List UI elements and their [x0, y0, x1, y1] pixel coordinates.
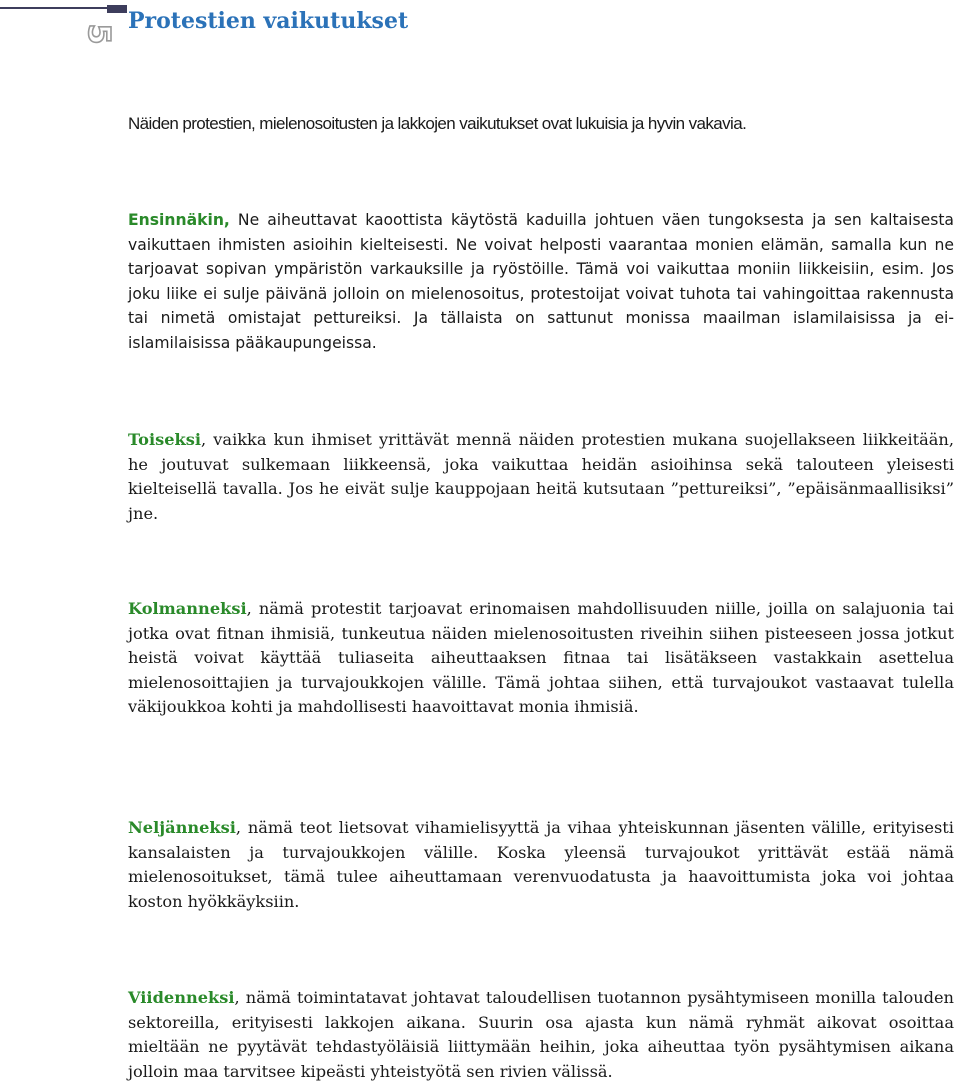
page-title: Protestien vaikutukset — [128, 8, 409, 34]
lead-word: Toiseksi — [128, 430, 202, 449]
lead-word: Viidenneksi — [128, 988, 235, 1007]
title-marker — [107, 5, 127, 13]
lead-word: Kolmanneksi — [128, 599, 247, 618]
lead-word: Neljänneksi — [128, 818, 236, 837]
lead-word: Ensinnäkin, — [128, 211, 230, 229]
paragraph-text: , vaikka kun ihmiset yrittävät mennä näiden protestien mukana suojellakseen liikkeitään, he joutuvat sulkemaan liikkeensä, joka vaikuttaa heidän asioihinsa sekä talouteen yleisesti kielteisellä tavalla. Jos he eivät sulje kauppojaan heitä kutsutaan ”pettureiksi”, ”epäisänmaallisiksi” jne. — [128, 430, 954, 523]
paragraph-text: , nämä toimintatavat johtavat taloudellisen tuotannon pysähtymiseen monilla talouden sektoreilla, erityisesti lakkojen aikana. Suurin osa ajasta kun nämä ryhmät aikovat osoittaa mieltään ne pyytävät tehdastyöläisiä liittymään heihin, joka aiheuttaa työn pysähtymisen aikana jolloin maa tarvitsee kipeästi yhteistyötä sen rivien välissä. — [128, 988, 954, 1081]
paragraph-third — [128, 597, 954, 720]
paragraph-text: , nämä protestit tarjoavat erinomaisen mahdollisuuden niille, joilla on salajuonia tai jotka ovat fitnan ihmisiä, tunkeutua näiden mielenosoitusten riveihin siihen pisteeseen jossa jotkut heistä voivat käyttää tuliaseita aiheuttaaksen fitnaa tai lisätäkseen vastakkain asettelua mielenosoittajien ja turvajoukkojen välille. Tämä johtaa siihen, että turvajoukot vastaavat tulella väkijoukkoa kohti ja mahdollisesti haavoittavat monia ihmisiä. — [128, 599, 954, 716]
paragraph-text: Ne aiheuttavat kaoottista käytöstä kaduilla johtuen väen tungoksesta ja sen kaltaisesta vaikuttaen ihmisten asioihin kielteisesti. Ne voivat helposti vaarantaa monien elämän, samalla kun ne tarjoavat sopivan ympäristön varkauksille ja ryöstöille. Tämä voi vaikuttaa moniin liikkeisiin, esim. Jos joku liike ei sulje päivänä jolloin on mielenosoitus, protestoijat voivat tuhota tai vahingoittaa rakennusta tai nimetä omistajat pettureiksi. Ja tällaista on sattunut monissa maailman islamilaisissa ja ei-islamilaisissa pääkaupungeissa. — [128, 211, 954, 352]
paragraph-first — [128, 208, 954, 355]
paragraph-text: , nämä teot lietsovat vihamielisyyttä ja vihaa yhteiskunnan jäsenten välille, erityisesti kansalaisten ja turvajoukkojen välille. Koska yleensä turvajoukot yrittävät estää nämä mielenosoitukset, tämä tulee aiheuttamaan verenvuodatusta ja haavoittumista joka voi johtaa koston hyökkäyksiin. — [128, 818, 954, 911]
paragraph-second — [128, 428, 954, 526]
page-number: 5 — [81, 23, 116, 45]
paragraph-fifth — [128, 986, 954, 1084]
paragraph-fourth — [128, 816, 954, 914]
intro-paragraph: Näiden protestien, mielenosoitusten ja lakkojen vaikutukset ovat lukuisia ja hyvin vakavia. — [128, 114, 747, 133]
